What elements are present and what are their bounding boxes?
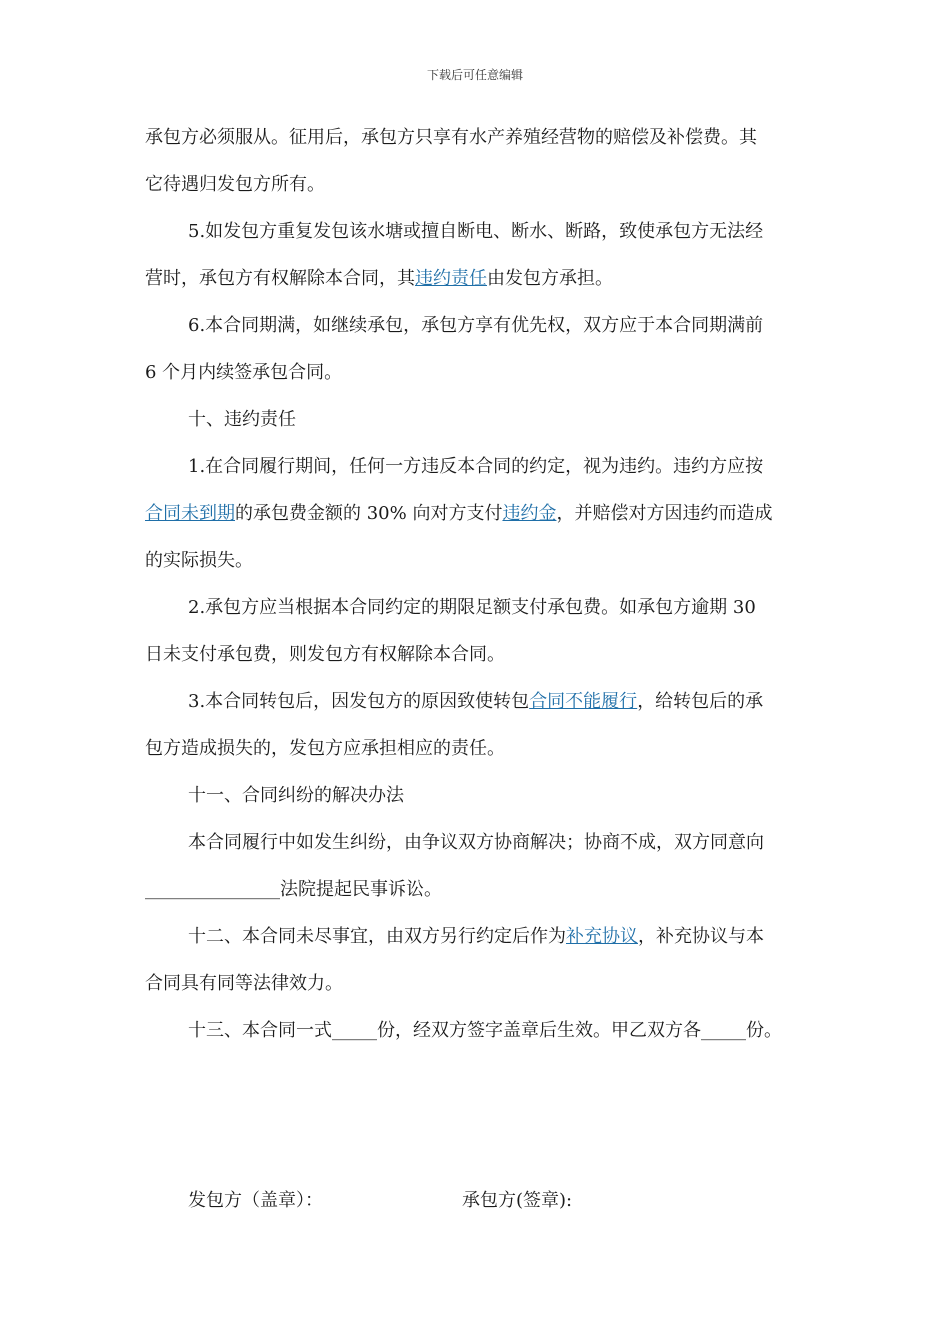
section-11-line-2: _______________法院提起民事诉讼。: [145, 879, 442, 900]
text-span: 的承包费金额的 30% 向对方支付: [235, 503, 503, 524]
text-span: 十二、本合同未尽事宜，由双方另行约定后作为: [188, 926, 566, 947]
text-span: 由发包方承担。: [487, 268, 613, 289]
section-11-line-1: 本合同履行中如发生纠纷，由争议双方协商解决；协商不成，双方同意向: [188, 832, 764, 853]
text-span: ，并赔偿对方因违约而造成: [556, 503, 773, 524]
clause-5-line-1: 5.如发包方重复发包该水塘或擅自断电、断水、断路，致使承包方无法经: [188, 221, 764, 242]
section-11-title: 十一、合同纠纷的解决办法: [188, 785, 404, 806]
link-contract-not-expired[interactable]: 合同未到期: [145, 503, 235, 524]
clause-6-line-2: 6 个月内续签承包合同。: [145, 362, 343, 383]
section-10-clause-2-line-2: 日未支付承包费，则发包方有权解除本合同。: [145, 644, 505, 665]
section-10-clause-2-line-1: 2.承包方应当根据本合同约定的期限足额支付承包费。如承包方逾期 30: [188, 597, 756, 618]
contractor-signature-label: 承包方(签章):: [462, 1190, 573, 1211]
contract-body: [145, 118, 817, 1058]
link-supplementary-agreement[interactable]: 补充协议: [566, 926, 638, 947]
section-12-line-1: [145, 917, 817, 964]
section-10-title: 十、违约责任: [188, 409, 296, 430]
section-10-clause-3-line-1: [145, 682, 817, 729]
page-header: 下载后可任意编辑: [426, 68, 523, 82]
link-liquidated-damages[interactable]: 违约金: [502, 503, 557, 524]
section-12-line-2: 合同具有同等法律效力。: [145, 973, 343, 994]
section-10-clause-3-line-2: 包方造成损失的，发包方应承担相应的责任。: [145, 738, 505, 759]
paragraph-line: 承包方必须服从。征用后，承包方只享有水产养殖经营物的赔偿及补偿费。其: [145, 127, 757, 148]
clause-6-line-1: 6.本合同期满，如继续承包，承包方享有优先权，双方应于本合同期满前: [188, 315, 764, 336]
issuer-signature-label: 发包方（盖章）：: [188, 1190, 323, 1211]
text-span: 3.本合同转包后，因发包方的原因致使转包: [188, 691, 530, 712]
section-13-line-1: 十三、本合同一式_____份，经双方签字盖章后生效。甲乙双方各_____份。: [188, 1020, 782, 1041]
clause-5-line-2: [145, 259, 817, 306]
link-contract-cannot-perform[interactable]: 合同不能履行: [529, 691, 638, 712]
paragraph-line: 它待遇归发包方所有。: [145, 174, 325, 195]
section-10-clause-1-line-3: 的实际损失。: [145, 550, 253, 571]
text-span: ，补充协议与本: [638, 926, 764, 947]
section-10-clause-1-line-1: 1.在合同履行期间，任何一方违反本合同的约定，视为违约。违约方应按: [188, 456, 764, 477]
section-10-clause-1-line-2: [145, 494, 817, 541]
link-breach-liability[interactable]: 违约责任: [415, 268, 487, 289]
text-span: 营时，承包方有权解除本合同，其: [145, 268, 415, 289]
text-span: ，给转包后的承: [637, 691, 764, 712]
